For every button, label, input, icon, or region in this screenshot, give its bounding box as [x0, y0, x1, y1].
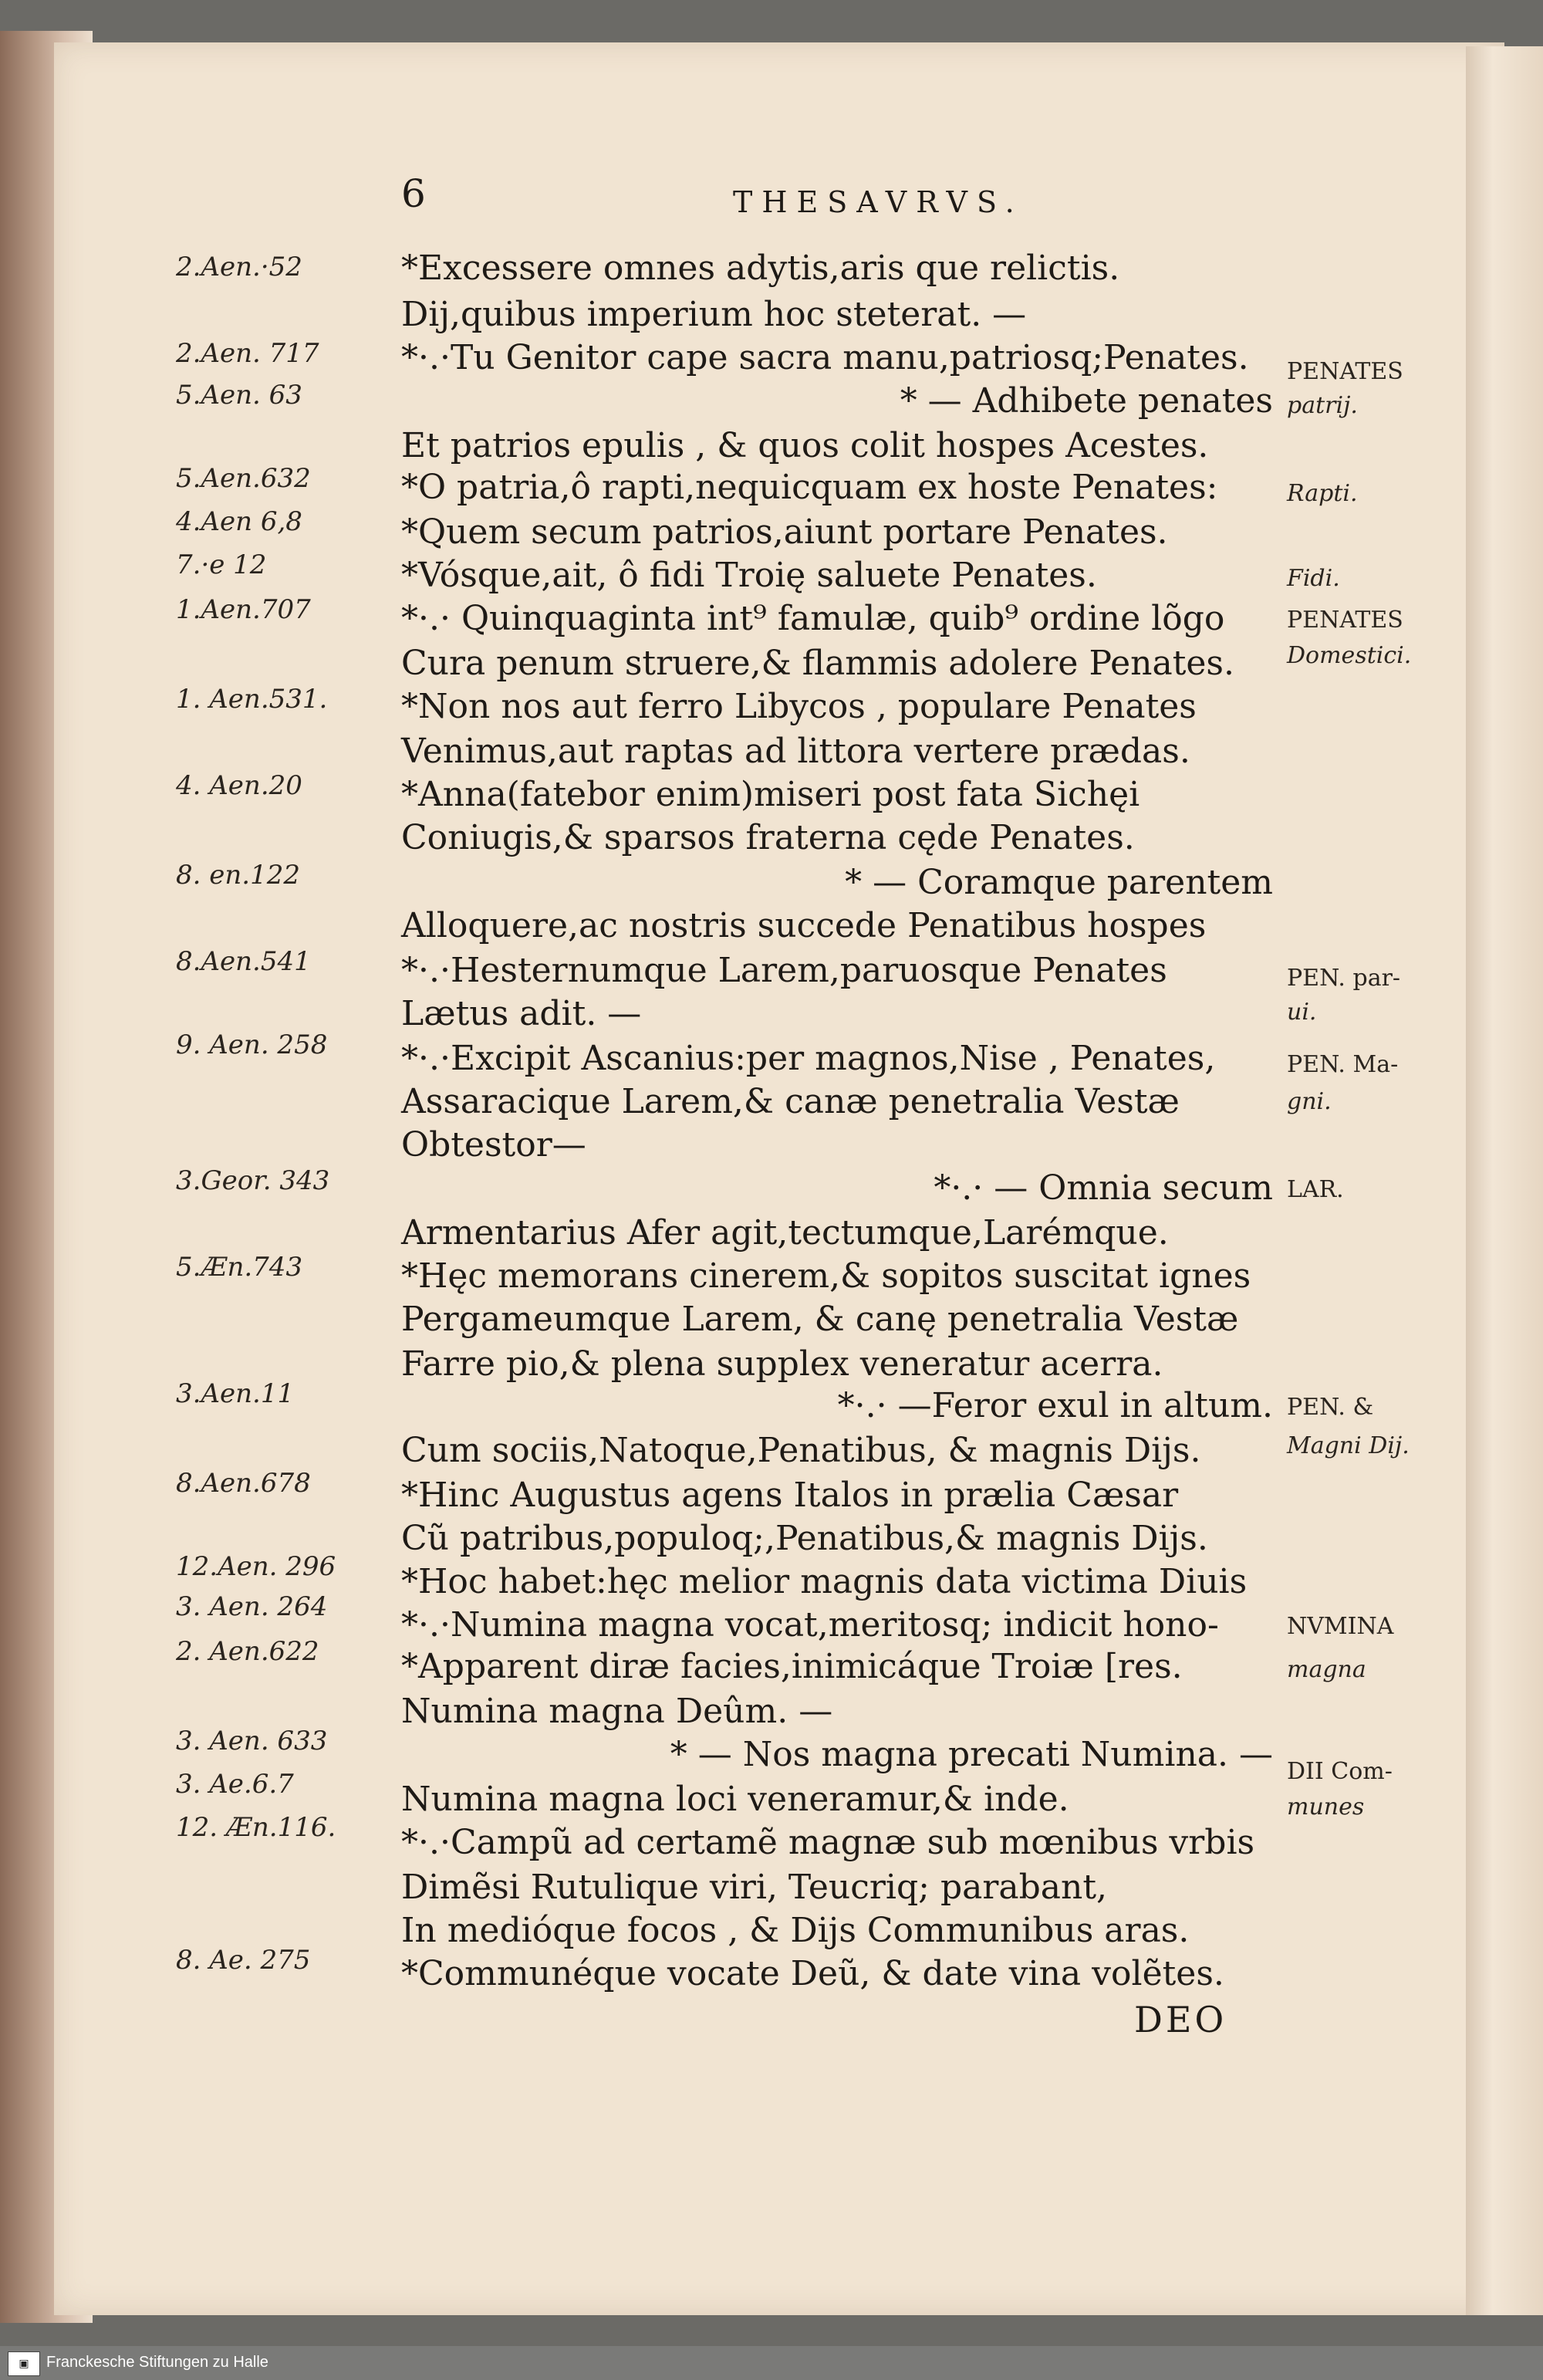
- line-ref: 2.Aen. 717: [176, 338, 319, 369]
- verse-line: *·.· Quinquaginta int⁹ famulæ, quib⁹ ordine lõgo: [401, 599, 1225, 638]
- margin-gloss: PENATES: [1287, 358, 1403, 385]
- footer-credit: Franckesche Stiftungen zu Halle: [46, 2354, 268, 2371]
- line-ref: 4.Aen 6,8: [176, 506, 302, 537]
- margin-gloss: munes: [1287, 1793, 1365, 1820]
- line-ref: 8.Aen.678: [176, 1468, 311, 1499]
- margin-gloss: Rapti.: [1287, 480, 1358, 507]
- verse-line: Coniugis,& sparsos fraterna cęde Penates.: [401, 818, 1135, 857]
- verse-line: In medióque focos , & Dijs Communibus aras.: [401, 1911, 1190, 1950]
- line-ref: 3. Ae.6.7: [176, 1769, 294, 1800]
- running-head: THESAVRVS.: [733, 185, 1024, 219]
- line-ref: 8. en.122: [176, 860, 300, 891]
- margin-gloss: ui.: [1287, 999, 1317, 1026]
- verse-line: *·.·Excipit Ascanius:per magnos,Nise , Penates,: [401, 1039, 1216, 1078]
- library-logo-icon: ▣: [8, 2351, 40, 2376]
- verse-line: Lætus adit. —: [401, 994, 642, 1033]
- verse-line: Numina magna Deûm. —: [401, 1692, 833, 1731]
- verse-line: *Non nos aut ferro Libycos , populare Penates: [401, 687, 1197, 726]
- verse-line: Assaracique Larem,& canæ penetralia Vestæ: [401, 1082, 1180, 1121]
- line-ref: 7.·e 12: [176, 549, 267, 580]
- verse-line: * — Nos magna precati Numina. —: [670, 1735, 1273, 1774]
- margin-gloss: PEN. par-: [1287, 965, 1401, 992]
- verse-line: *Quem secum patrios,aiunt portare Penates.: [401, 512, 1168, 552]
- verse-line: *·.·Numina magna vocat,meritosq; indicit hono-: [401, 1605, 1219, 1645]
- verse-line: Alloquere,ac nostris succede Penatibus hospes: [401, 906, 1207, 945]
- verse-line: Dimẽsi Rutulique viri, Teucriq; parabant,: [401, 1868, 1108, 1907]
- line-ref: 5.Æn.743: [176, 1252, 303, 1283]
- verse-line: Cura penum struere,& flammis adolere Penates.: [401, 644, 1234, 683]
- verse-line: *Hoc habet:hęc melior magnis data victima Diuis: [401, 1562, 1248, 1601]
- verse-line: *Apparent diræ facies,inimicáque Troiæ [res.: [401, 1647, 1183, 1686]
- verse-line: *·.· — Omnia secum: [934, 1168, 1273, 1208]
- verse-line: *Excessere omnes adytis,aris que relictis.: [401, 248, 1120, 288]
- line-ref: 3. Aen. 633: [176, 1726, 328, 1756]
- margin-gloss: NVMINA: [1287, 1613, 1394, 1640]
- line-ref: 8.Aen.541: [176, 946, 311, 977]
- margin-gloss: PEN. &: [1287, 1394, 1374, 1421]
- margin-gloss: Magni Dij.: [1287, 1432, 1410, 1459]
- verse-line: *Vósque,ait, ô fidi Troię saluete Penates.: [401, 556, 1097, 595]
- verse-line: *·.·Campũ ad certamẽ magnæ sub mœnibus vrbis: [401, 1823, 1255, 1862]
- verse-line: *Hęc memorans cinerem,& sopitos suscitat ignes: [401, 1256, 1251, 1296]
- verse-line: *Hinc Augustus agens Italos in prælia Cæsar: [401, 1476, 1179, 1515]
- margin-gloss: PENATES: [1287, 607, 1403, 634]
- line-ref: 3.Aen.11: [176, 1378, 295, 1409]
- margin-gloss: gni.: [1287, 1088, 1332, 1115]
- margin-gloss: LAR.: [1287, 1176, 1344, 1203]
- line-ref: 4. Aen.20: [176, 770, 302, 801]
- line-ref: 2. Aen.622: [176, 1636, 319, 1667]
- line-ref: 2.Aen.·52: [176, 252, 302, 282]
- verse-line: Cum sociis,Natoque,Penatibus, & magnis Dijs.: [401, 1431, 1201, 1470]
- margin-gloss: magna: [1287, 1656, 1366, 1683]
- verse-line: Cũ patribus,populoq;,Penatibus,& magnis Dijs.: [401, 1519, 1208, 1558]
- verse-line: *·.·Hesternumque Larem,paruosque Penates: [401, 951, 1167, 990]
- verse-line: * — Adhibete penates: [900, 381, 1273, 421]
- verse-line: * — Coramque parentem: [845, 863, 1273, 902]
- verse-line: *·.· —Feror exul in altum.: [837, 1386, 1273, 1425]
- line-ref: 3.Geor. 343: [176, 1165, 330, 1196]
- verse-line: *·.·Tu Genitor cape sacra manu,patriosq;Penates.: [401, 338, 1249, 377]
- verse-line: Numina magna loci veneramur,& inde.: [401, 1780, 1069, 1819]
- margin-gloss: patrij.: [1287, 392, 1358, 419]
- verse-line: *O patria,ô rapti,nequicquam ex hoste Penates:: [401, 468, 1218, 507]
- page-number: 6: [401, 171, 426, 216]
- verse-line: Et patrios epulis , & quos colit hospes Acestes.: [401, 426, 1209, 465]
- verse-line: *Anna(fatebor enim)miseri post fata Sichęi: [401, 775, 1140, 814]
- verse-line: Venimus,aut raptas ad littora vertere prædas.: [401, 732, 1190, 771]
- line-ref: 5.Aen. 63: [176, 380, 302, 411]
- line-ref: 12. Æn.116.: [176, 1812, 336, 1843]
- verse-line: Pergameumque Larem, & canę penetralia Vestæ: [401, 1300, 1239, 1339]
- facing-page-edge: [1466, 46, 1543, 2315]
- verse-line: Obtestor—: [401, 1125, 586, 1165]
- verse-line: Dij,quibus imperium hoc steterat. —: [401, 295, 1027, 334]
- margin-gloss: Fidi.: [1287, 565, 1340, 592]
- line-ref: 1. Aen.531.: [176, 684, 328, 715]
- verse-line: Farre pio,& plena supplex veneratur acerra.: [401, 1344, 1163, 1384]
- line-ref: 3. Aen. 264: [176, 1591, 328, 1622]
- line-ref: 8. Ae. 275: [176, 1945, 311, 1976]
- line-ref: 9. Aen. 258: [176, 1029, 328, 1060]
- margin-gloss: Domestici.: [1287, 642, 1412, 669]
- catchword: DEO: [1134, 1999, 1227, 2040]
- line-ref: 12.Aen. 296: [176, 1551, 336, 1582]
- verse-line: Armentarius Afer agit,tectumque,Larémque.: [401, 1213, 1169, 1253]
- margin-gloss: DII Com-: [1287, 1758, 1393, 1785]
- line-ref: 1.Aen.707: [176, 594, 311, 625]
- verse-line: *Communéque vocate Deũ, & date vina volẽtes.: [401, 1954, 1224, 1993]
- margin-gloss: PEN. Ma-: [1287, 1051, 1399, 1078]
- line-ref: 5.Aen.632: [176, 463, 311, 494]
